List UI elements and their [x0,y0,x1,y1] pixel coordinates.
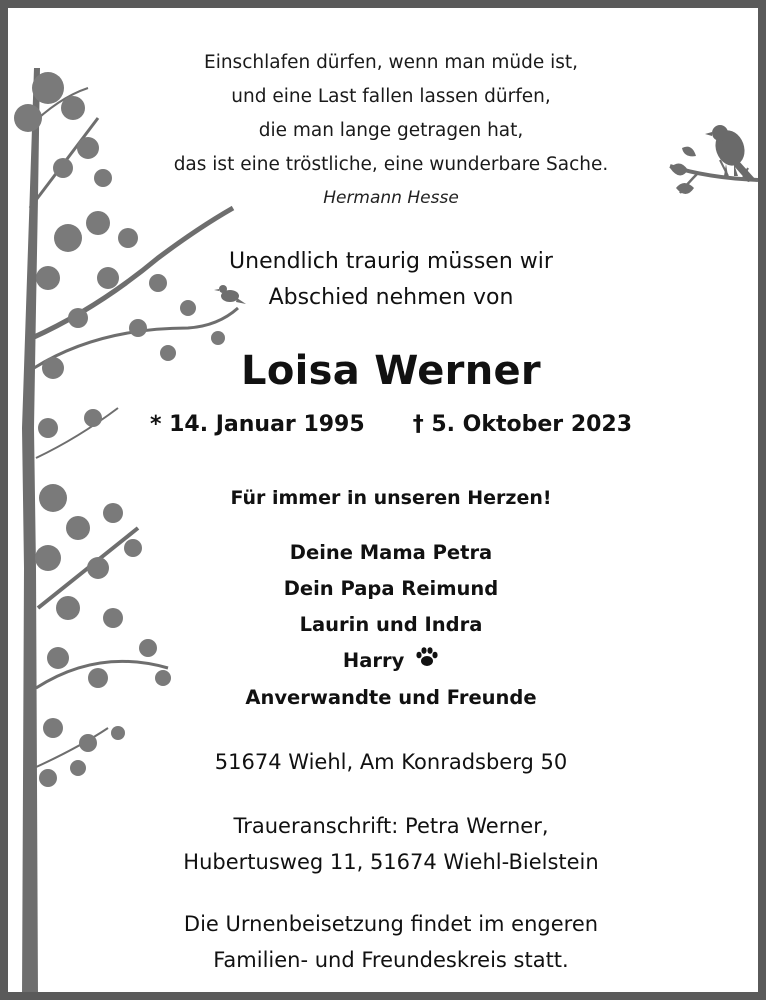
mourner: Laurin und Indra [299,613,483,636]
quote-author: Hermann Hesse [323,188,459,208]
death-date: † 5. Oktober 2023 [412,412,633,437]
quote-line: Einschlafen dürfen, wenn man müde ist, [204,52,578,73]
quote-line: und eine Last fallen lassen dürfen, [231,86,551,107]
quote-line: das ist eine tröstliche, eine wunderbare Sache. [173,154,609,175]
notice-line: Die Urnenbeisetzung findet im engeren [183,912,599,936]
notice-line: Familien- und Freundeskreis statt. [213,948,569,972]
mourner: Deine Mama Petra [289,541,493,564]
mourner: Dein Papa Reimund [283,577,499,600]
burial-notice [8,906,766,978]
quote [8,46,766,182]
intro-text [8,244,766,316]
quote-line: die man lange getragen hat, [258,120,524,141]
condolence-line: Traueranschrift: Petra Werner, [233,814,549,838]
address: 51674 Wiehl, Am Konradsberg 50 [214,750,568,774]
mourner: Harry [342,649,405,672]
condolence-address [8,808,766,880]
intro-line: Unendlich traurig müssen wir [229,249,553,274]
mourner-with-icon [8,643,766,680]
motto: Für immer in unseren Herzen! [230,487,552,509]
paw-icon [415,644,439,680]
life-dates [8,412,766,437]
condolence-line: Hubertusweg 11, 51674 Wiehl-Bielstein [183,850,599,874]
deceased-name: Loisa Werner [241,348,541,394]
intro-line: Abschied nehmen von [268,285,514,310]
birth-date: * 14. Januar 1995 [149,412,365,437]
mourners-list [8,535,766,716]
mourner: Anverwandte und Freunde [245,685,537,709]
